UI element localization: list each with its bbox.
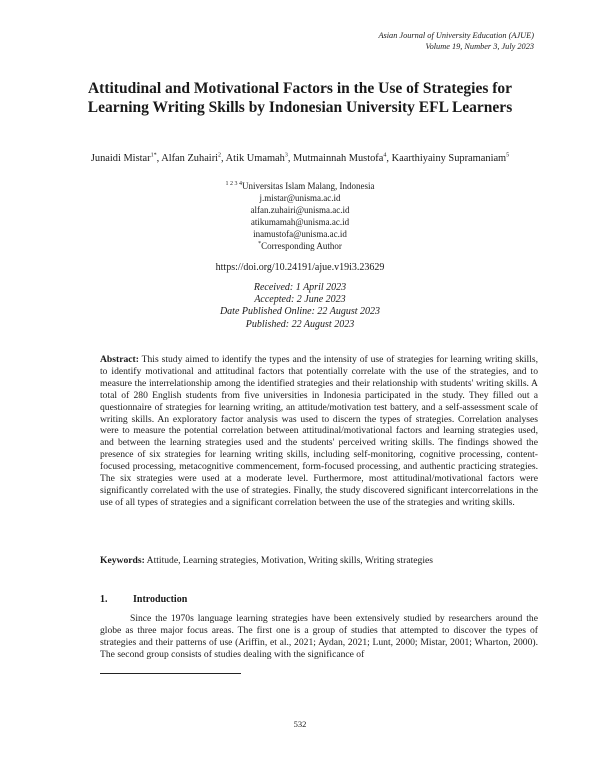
email: inamustofa@unisma.ac.id: [253, 229, 347, 240]
author-name: Alfan Zuhairi: [161, 153, 219, 164]
corresponding-author-note: Corresponding Author: [261, 241, 342, 252]
footnote-rule: [100, 673, 241, 674]
date-published-online: Date Published Online: 22 August 2023: [219, 306, 381, 318]
affiliation-block: [60, 180, 540, 253]
journal-header: [378, 30, 534, 52]
section-title: Introduction: [133, 594, 188, 605]
author-name: Atik Umamah: [225, 153, 285, 164]
email: atikumamah@unisma.ac.id: [250, 217, 350, 228]
author-list: Junaidi Mistar$^{1*}$, Alfan Zuhairi$^2$, Atik Umamah$^3$, Mutmainnah Mustofa$^4$, Kaarthiyainy Supramaniam$^5$: [90, 152, 510, 164]
author-sup: 4: [383, 152, 387, 159]
page-number: 532: [293, 719, 307, 729]
affiliation-sup: 1 2 3 4: [225, 181, 243, 187]
doi-link[interactable]: https://doi.org/10.24191/ajue.v19i3.23629: [215, 262, 385, 273]
author-name: Kaarthiyainy Supramaniam: [391, 153, 507, 164]
author-sup: 2: [218, 152, 222, 159]
date-accepted: Accepted: 2 June 2023: [254, 294, 346, 306]
abstract-label: Abstract:: [100, 354, 139, 365]
journal-name: Asian Journal of University Education (AJUE): [378, 31, 534, 40]
section-heading: [100, 594, 187, 605]
intro-paragraph: Since the 1970s language learning strategies have been extensively studied by researchers around the globe as three major focus areas. The first one is a group of studies that attempted to discover the types of strategies and their patterns of use (Ariffin, et al., 2021; Aydan, 2021; Lunt, 2000; Mistar, 2001; Wharton, 2000). The second group consists of studies dealing with the significance of: [100, 613, 538, 660]
section-number: 1.: [100, 594, 108, 605]
author-name: Junaidi Mistar: [90, 153, 151, 164]
author-sup: 3: [284, 152, 288, 159]
abstract: [100, 354, 538, 509]
keywords-text: Attitude, Learning strategies, Motivation, Writing skills, Writing strategies: [146, 555, 434, 566]
date-published: Published: 22 August 2023: [245, 318, 355, 330]
keywords: [100, 555, 538, 566]
keywords-label: Keywords:: [100, 555, 145, 566]
author-sup: 1*: [150, 152, 157, 159]
author-sup: 5: [506, 152, 510, 159]
publication-dates: [60, 282, 540, 331]
date-received: Received: 1 April 2023: [253, 282, 347, 293]
abstract-text: This study aimed to identify the types and the intensity of use of strategies for learning writing skills, to identify motivational and attitudinal factors that potentially correlate with the use of the strategies, and to measure the interrelationship among the identified strategies and their relationship with students' writing skills. A total of 280 English students from five universities in Indonesia participated in the study. They filled out a questionnaire of strategies for learning writing, an attitude/motivation test battery, and a self-assessment scale of writing skills. An exploratory factor analysis was used to discern the types of strategies. Correlation analyses were to measure the potential correlation between attitudinal/motivational factors and learning strategies used, and between the learning strategies used and the students' perceived writing skills. The findings showed the presence of six strategies for learning writing skills, including self-monitoring, cognitive processing, content-focused processing, metacognitive commencement, form-focused processing, and authentic practicing strategies. The six strategies were used at a moderate level. Furthermore, most attitudinal/motivational factors were significantly correlated with the use of strategies. Finally, the study discovered significant intercorrelations in the use of all types of strategies and a significant correlation between the use of the strategies and writing skills.: [100, 354, 538, 508]
author-name: Mutmainnah Mustofa: [293, 153, 384, 164]
email: j.mistar@unisma.ac.id: [259, 193, 341, 204]
paper-title: Attitudinal and Motivational Factors in the Use of Strategies for Learning Writing Skills by Indonesian University EFL Learners: [87, 80, 513, 116]
journal-issue: Volume 19, Number 3, July 2023: [425, 42, 534, 51]
corresponding-sup: *: [258, 241, 262, 248]
affiliation-name: Universitas Islam Malang, Indonesia: [242, 181, 375, 191]
email: alfan.zuhairi@unisma.ac.id: [250, 205, 350, 216]
